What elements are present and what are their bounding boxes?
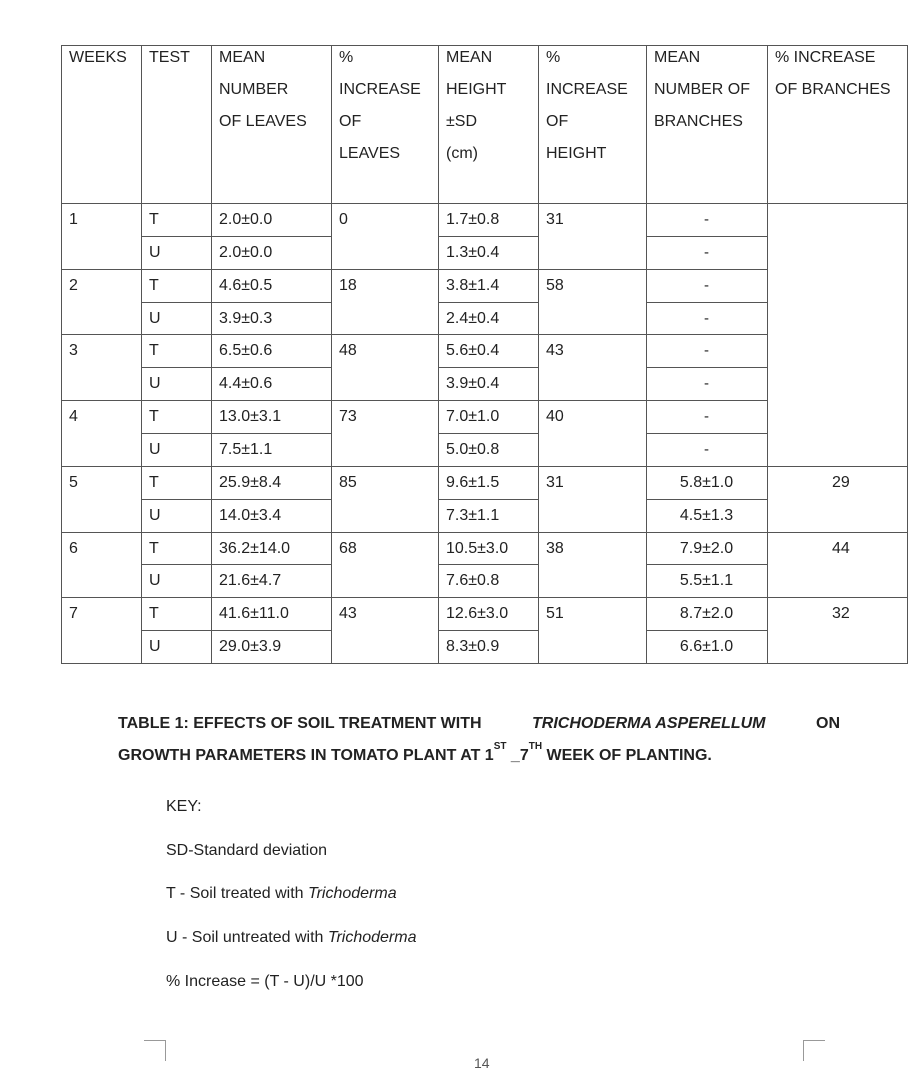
- row-divider: [141, 564, 331, 565]
- week-divider: [331, 532, 438, 533]
- row-divider: [438, 236, 538, 237]
- mean-height-u: 1.3±0.4: [446, 244, 500, 261]
- row-divider: [646, 630, 767, 631]
- row-divider: [438, 597, 538, 598]
- mean-height-u: 7.6±0.8: [446, 572, 500, 589]
- mean-leaves-t: 13.0±3.1: [219, 408, 282, 425]
- pct-increase-leaves: 18: [339, 277, 357, 294]
- mean-height-t: 3.8±1.4: [446, 277, 500, 294]
- row-divider: [646, 433, 767, 434]
- row-divider: [438, 269, 538, 270]
- header-pct-height: [546, 50, 628, 178]
- growth-table: WEEKS TEST MEAN NUMBER OF LEAVES % INCREASE OF LEAVES MEAN HEIGHT ±SD (cm) % INCREASE OF HEIGHT MEAN NUMBER OF BRANCHES % INCREASE OF BRANCHES 1 T U 2.0±0.0 2.0±0.0 0 1.7±0.8 1.3±0.4 31 - - 2 T U 4.6±0.5 3.9±0.3 18 3.8±1.4 2.4±0.4 58 - - 3 T U 6.5±0.6 4.4±0.6 48 5.6±0.4 3.9±0.4 43 - - 4 T U 13.0±3.1 7.5±1.1 73 7.0±1.0 5.0±0.8 40 - - 5 T U 25.9±8.4 14.0±3.4 85 9.6±1.5 7.3±1.1 31 5.8±1.0 4.5±1.3 29 6 T U 36.2±14.0 21.6±4.7 68 10.5±3.0 7.6±0.8 38 7.9±2.0 5.5±1.1 44 7 T U 41.6±11.0 29.0±3.9 43 12.6±3.0 8.3±0.9 51 8.7±2.0 6.6±1.0 32: [61, 45, 908, 663]
- header-mean-branches: [654, 50, 750, 146]
- test-label-t: T: [149, 277, 159, 294]
- test-label-u: U: [149, 507, 161, 524]
- header-test: [149, 50, 190, 82]
- pct-increase-height: 58: [546, 277, 564, 294]
- mean-leaves-u: 14.0±3.4: [219, 507, 282, 524]
- mean-height-u: 3.9±0.4: [446, 375, 500, 392]
- caption-sup-th: TH: [528, 740, 543, 752]
- caption-line2-b: _7: [506, 747, 529, 764]
- mean-leaves-u: 7.5±1.1: [219, 441, 273, 458]
- header-line: (cm): [446, 145, 478, 162]
- row-divider: [438, 367, 538, 368]
- mean-leaves-u: 29.0±3.9: [219, 638, 282, 655]
- pct-increase-height: 31: [546, 474, 564, 491]
- page-corner-mark-right: [803, 1040, 825, 1061]
- header-line: HEIGHT: [446, 81, 507, 98]
- key-formula: % Increase = (T - U)/U *100: [166, 973, 364, 990]
- key-treated-text: T - Soil treated with: [166, 885, 308, 902]
- row-divider: [141, 466, 331, 467]
- test-label-u: U: [149, 375, 161, 392]
- header-line: MEAN: [219, 49, 266, 66]
- test-label-t: T: [149, 211, 159, 228]
- week-divider: [61, 597, 141, 598]
- week-divider: [767, 532, 908, 533]
- key-untreated-text: U - Soil untreated with: [166, 929, 328, 946]
- mean-leaves-t: 41.6±11.0: [219, 605, 289, 622]
- row-divider: [646, 236, 767, 237]
- mean-height-u: 5.0±0.8: [446, 441, 500, 458]
- mean-height-t: 7.0±1.0: [446, 408, 500, 425]
- week-divider: [538, 269, 646, 270]
- row-divider: [646, 499, 767, 500]
- row-divider: [646, 302, 767, 303]
- caption-line-1: [118, 708, 840, 740]
- week-divider: [61, 269, 141, 270]
- page-number: 14: [474, 1055, 490, 1071]
- test-label-t: T: [149, 474, 159, 491]
- key-untreated-genus: Trichoderma: [327, 929, 417, 946]
- mean-height-u: 2.4±0.4: [446, 310, 500, 327]
- pct-increase-leaves: 48: [339, 342, 357, 359]
- header-weeks: [69, 50, 127, 82]
- week-divider: [331, 466, 438, 467]
- week-divider: [538, 532, 646, 533]
- week-divider: [538, 334, 646, 335]
- pct-increase-branches: 29: [832, 474, 850, 491]
- header-line: %: [546, 49, 561, 66]
- week-number: 2: [69, 277, 78, 294]
- pct-increase-height: 31: [546, 211, 564, 228]
- mean-height-t: 1.7±0.8: [446, 211, 500, 228]
- table-column-divider: [767, 45, 768, 664]
- week-divider: [61, 532, 141, 533]
- week-number: 1: [69, 211, 78, 228]
- mean-leaves-u: 21.6±4.7: [219, 572, 282, 589]
- pct-increase-height: 38: [546, 540, 564, 557]
- mean-leaves-u: 4.4±0.6: [219, 375, 273, 392]
- row-divider: [438, 302, 538, 303]
- test-label-u: U: [149, 310, 161, 327]
- row-divider: [141, 236, 331, 237]
- header-line: OF LEAVES: [219, 113, 307, 130]
- mean-height-t: 10.5±3.0: [446, 540, 509, 557]
- table-column-divider: [438, 45, 439, 664]
- week-divider: [538, 466, 646, 467]
- row-divider: [141, 302, 331, 303]
- mean-leaves-u: 3.9±0.3: [219, 310, 273, 327]
- header-line: NUMBER: [219, 81, 289, 98]
- row-divider: [438, 532, 538, 533]
- test-label-t: T: [149, 540, 159, 557]
- pct-increase-leaves: 73: [339, 408, 357, 425]
- week-divider: [331, 269, 438, 270]
- caption-line2-c: WEEK OF PLANTING.: [542, 747, 712, 764]
- mean-height-t: 9.6±1.5: [446, 474, 500, 491]
- week-divider: [61, 466, 141, 467]
- page-corner-mark-left: [144, 1040, 166, 1061]
- header-line: INCREASE: [546, 81, 628, 98]
- key-title: KEY:: [166, 798, 202, 815]
- row-divider: [646, 466, 767, 467]
- row-divider: [141, 269, 331, 270]
- mean-height-u: 7.3±1.1: [446, 507, 500, 524]
- mean-leaves-t: 2.0±0.0: [219, 211, 273, 228]
- table-column-divider: [646, 45, 647, 664]
- table-caption: [118, 708, 840, 772]
- pct-increase-leaves: 85: [339, 474, 357, 491]
- row-divider: [438, 499, 538, 500]
- week-divider: [538, 597, 646, 598]
- header-line: OF: [546, 113, 569, 130]
- row-divider: [438, 564, 538, 565]
- table-column-divider: [211, 45, 212, 664]
- pct-increase-leaves: 43: [339, 605, 357, 622]
- week-number: 3: [69, 342, 78, 359]
- header-mean-height: [446, 50, 506, 178]
- row-divider: [438, 466, 538, 467]
- header-pct-branches: [775, 50, 891, 114]
- header-line: WEEKS: [69, 49, 127, 66]
- table-border-bottom: [61, 663, 908, 664]
- test-label-u: U: [149, 244, 161, 261]
- key-untreated: [166, 929, 416, 947]
- mean-leaves-u: 2.0±0.0: [219, 244, 273, 261]
- row-divider: [646, 367, 767, 368]
- header-line: %: [339, 49, 354, 66]
- key-treated-genus: Trichoderma: [307, 885, 397, 902]
- week-number: 5: [69, 474, 78, 491]
- pct-increase-height: 40: [546, 408, 564, 425]
- mean-height-u: 8.3±0.9: [446, 638, 500, 655]
- week-number: 4: [69, 408, 78, 425]
- key-sd: SD-Standard deviation: [166, 842, 327, 859]
- mean-height-t: 12.6±3.0: [446, 605, 509, 622]
- mean-leaves-t: 6.5±0.6: [219, 342, 273, 359]
- mean-leaves-t: 25.9±8.4: [219, 474, 282, 491]
- row-divider: [646, 400, 767, 401]
- pct-increase-leaves: 0: [339, 211, 348, 228]
- header-line: MEAN: [446, 49, 493, 66]
- test-label-u: U: [149, 572, 161, 589]
- row-divider: [141, 367, 331, 368]
- header-mean-leaves: [219, 50, 307, 146]
- header-line: OF: [339, 113, 362, 130]
- pct-increase-height: 51: [546, 605, 564, 622]
- row-divider: [141, 630, 331, 631]
- pct-increase-branches: 44: [832, 540, 850, 557]
- test-label-u: U: [149, 638, 161, 655]
- week-divider: [331, 400, 438, 401]
- header-pct-leaves: [339, 50, 421, 178]
- caption-line2-a: GROWTH PARAMETERS IN TOMATO PLANT AT 1: [118, 747, 494, 764]
- row-divider: [646, 269, 767, 270]
- week-divider: [61, 334, 141, 335]
- pct-increase-branches: 32: [832, 605, 850, 622]
- header-line: OF BRANCHES: [775, 81, 891, 98]
- mean-height-t: 5.6±0.4: [446, 342, 500, 359]
- table-column-divider: [538, 45, 539, 664]
- header-line: ±SD: [446, 113, 478, 130]
- key-treated: [166, 885, 397, 903]
- week-number: 6: [69, 540, 78, 557]
- week-divider: [767, 597, 908, 598]
- header-line: NUMBER OF: [654, 81, 750, 98]
- row-divider: [438, 433, 538, 434]
- row-divider: [141, 532, 331, 533]
- row-divider: [141, 597, 331, 598]
- row-divider: [141, 400, 331, 401]
- caption-prefix: TABLE 1: EFFECTS OF SOIL TREATMENT WITH: [118, 715, 482, 732]
- row-divider: [141, 433, 331, 434]
- table-border-right: [907, 45, 908, 664]
- row-divider: [646, 564, 767, 565]
- row-divider: [646, 597, 767, 598]
- week-divider: [61, 400, 141, 401]
- row-divider: [141, 499, 331, 500]
- mean-leaves-t: 36.2±14.0: [219, 540, 291, 557]
- row-divider: [438, 334, 538, 335]
- table-column-divider: [331, 45, 332, 664]
- header-line: INCREASE: [339, 81, 421, 98]
- header-line: % INCREASE: [775, 49, 876, 66]
- test-label-t: T: [149, 605, 159, 622]
- row-divider: [646, 532, 767, 533]
- pct-increase-leaves: 68: [339, 540, 357, 557]
- caption-sup-st: ST: [493, 740, 507, 752]
- week-divider: [331, 597, 438, 598]
- row-divider: [141, 334, 331, 335]
- mean-leaves-t: 4.6±0.5: [219, 277, 273, 294]
- header-line: BRANCHES: [654, 113, 743, 130]
- test-label-t: T: [149, 408, 159, 425]
- week-divider: [331, 334, 438, 335]
- table-border-left: [61, 45, 62, 664]
- table-column-divider: [141, 45, 142, 664]
- row-divider: [646, 334, 767, 335]
- week-number: 7: [69, 605, 78, 622]
- table-border-top: [61, 45, 908, 46]
- test-label-t: T: [149, 342, 159, 359]
- caption-line-2: [118, 740, 840, 772]
- header-line: MEAN: [654, 49, 701, 66]
- week-divider: [767, 466, 908, 467]
- row-divider: [438, 630, 538, 631]
- caption-species: TRICHODERMA ASPERELLUM: [532, 715, 766, 732]
- row-divider: [438, 400, 538, 401]
- header-line: LEAVES: [339, 145, 401, 162]
- table-header-divider: [61, 203, 908, 204]
- caption-suffix: ON: [816, 715, 840, 732]
- week-divider: [538, 400, 646, 401]
- test-label-u: U: [149, 441, 161, 458]
- pct-increase-height: 43: [546, 342, 564, 359]
- header-line: HEIGHT: [546, 145, 607, 162]
- header-line: TEST: [149, 49, 190, 66]
